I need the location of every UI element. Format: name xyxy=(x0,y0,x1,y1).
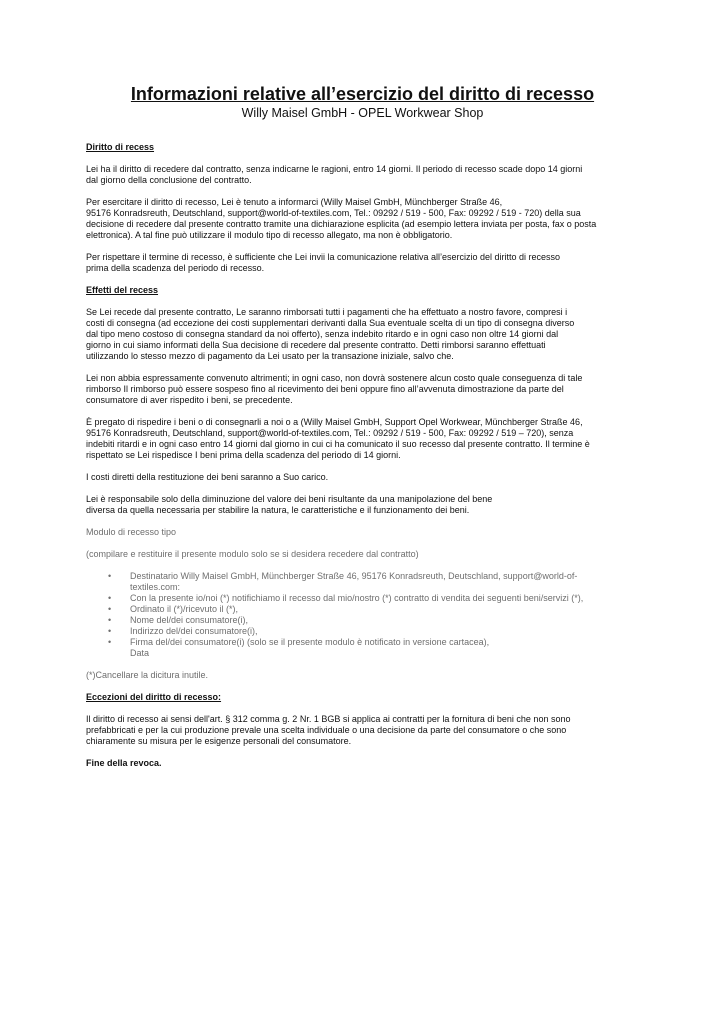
paragraph: Se Lei recede dal presente contratto, Le saranno rimborsati tutti i pagamenti che ha effettuato a nostro favore, compresi i costi di consegna (ad eccezione dei costi supplementari derivanti dalla Sua eventuale scelta di un tipo di consegna diverso dal tipo meno costoso di consegna standard da noi offerto), senza indebito ritardo e in ogni caso non oltre 14 giorni dal giorno in cui siamo informati della Sua decisione di recedere dal presente contratto. Detti rimborsi saranno effettuati utilizzando lo stesso mezzo di pagamento da Lei usato per la transazione iniziale, salvo che. xyxy=(86,307,575,361)
paragraph: È pregato di rispedire i beni o di consegnarli a noi o a (Willy Maisel GmbH, Support Opel Workwear, Münchberger Straße 46, 95176 Konradsreuth, Deutschland, support@world-of-textiles.com, Tel.: 09292 / 519 - 500, Fax: 09292 / 519 – 720), senza indebiti ritardi e in ogni caso entro 14 giorni dal giorno in cui ci ha comunicato il suo recesso dal presente contratto. Il termine è rispettato se Lei rispedisce I beni prima della scadenza del periodo di 14 giorni. xyxy=(86,417,590,460)
paragraph: Per rispettare il termine di recesso, è sufficiente che Lei invii la comunicazione relativa all’esercizio del diritto di recesso prima della scadenza del periodo di recesso. xyxy=(86,252,561,273)
list-item: • Ordinato il (*)/ricevuto il (*), xyxy=(130,604,646,615)
paragraph: Il diritto di recesso ai sensi dell'art. § 312 comma g. 2 Nr. 1 BGB si applica ai contratti per la fornitura di beni che non sono prefabbricati e per la cui produzione prevale una scelta individuale o una decisione da parte del consumatore o che sono chiaramente su misura per le esigenze personali del consumatore. xyxy=(86,714,571,746)
form-instruction: (compilare e restituire il presente modulo solo se si desidera recedere dal contratto) xyxy=(86,549,419,559)
section-heading-eccezioni: Eccezioni del diritto di recesso: xyxy=(86,692,222,702)
paragraph: Per esercitare il diritto di recesso, Lei è tenuto a informarci (Willy Maisel GmbH, Münchberger Straße 46, 95176 Konradsreuth, Deutschland, support@world-of-textiles.com, Tel.: 09292 / 519 - 500, Fax: 09292 / 519 - 720) della sua decisione di recedere dal presente contratto tramite una dichiarazione esplicita (ad esempio lettera inviata per posta, fax o posta elettronica). A tal fine può utilizzare il modulo tipo di recesso allegato, ma non è obbligatorio. xyxy=(86,197,597,240)
list-item: • Indirizzo del/dei consumatore(i), xyxy=(130,626,646,637)
page-title: Informazioni relative all’esercizio del diritto di recesso xyxy=(130,84,595,104)
form-title: Modulo di recesso tipo xyxy=(86,527,177,537)
paragraph: I costi diretti della restituzione dei beni saranno a Suo carico. xyxy=(86,472,329,482)
list-item: • Destinatario Willy Maisel GmbH, Münchberger Straße 46, 95176 Konradsreuth, Deutschland, support@world-of- textiles.com: xyxy=(130,571,646,593)
list-item: • Nome del/dei consumatore(i), xyxy=(130,615,646,626)
paragraph: Lei ha il diritto di recedere dal contratto, senza indicarne le ragioni, entro 14 giorni. Il periodo di recesso scade dopo 14 giorni dal giorno della conclusione del contratto. xyxy=(86,164,583,185)
section-heading-diritto: Diritto di recess xyxy=(86,142,155,152)
paragraph: Lei non abbia espressamente convenuto altrimenti; in ogni caso, non dovrà sostenere alcun costo quale conseguenza di tale rimborso Il rimborso può essere sospeso fino al ricevimento dei beni oppure fino all’avvenuta dimostrazione da parte del consumatore di aver rispedito i beni, se precedente. xyxy=(86,373,583,405)
list-item: • Firma del/dei consumatore(i) (solo se il presente modulo è notificato in versione cartacea), Data xyxy=(130,637,646,659)
paragraph: Lei è responsabile solo della diminuzione del valore dei beni risultante da una manipolazione del bene diversa da quella necessaria per stabilire la natura, le caratteristiche e il funzionamento dei beni. xyxy=(86,494,493,515)
document-body xyxy=(86,142,646,780)
form-footnote: (*)Cancellare la dicitura inutile. xyxy=(86,670,209,680)
list-item: • Con la presente io/noi (*) notifichiamo il recesso dal mio/nostro (*) contratto di vendita dei seguenti beni/servizi (*), xyxy=(130,593,646,604)
page-subtitle: Willy Maisel GmbH - OPEL Workwear Shop xyxy=(241,106,484,120)
section-heading-effetti: Effetti del recess xyxy=(86,285,159,295)
form-field-list xyxy=(86,571,646,659)
document-end: Fine della revoca. xyxy=(86,758,162,768)
